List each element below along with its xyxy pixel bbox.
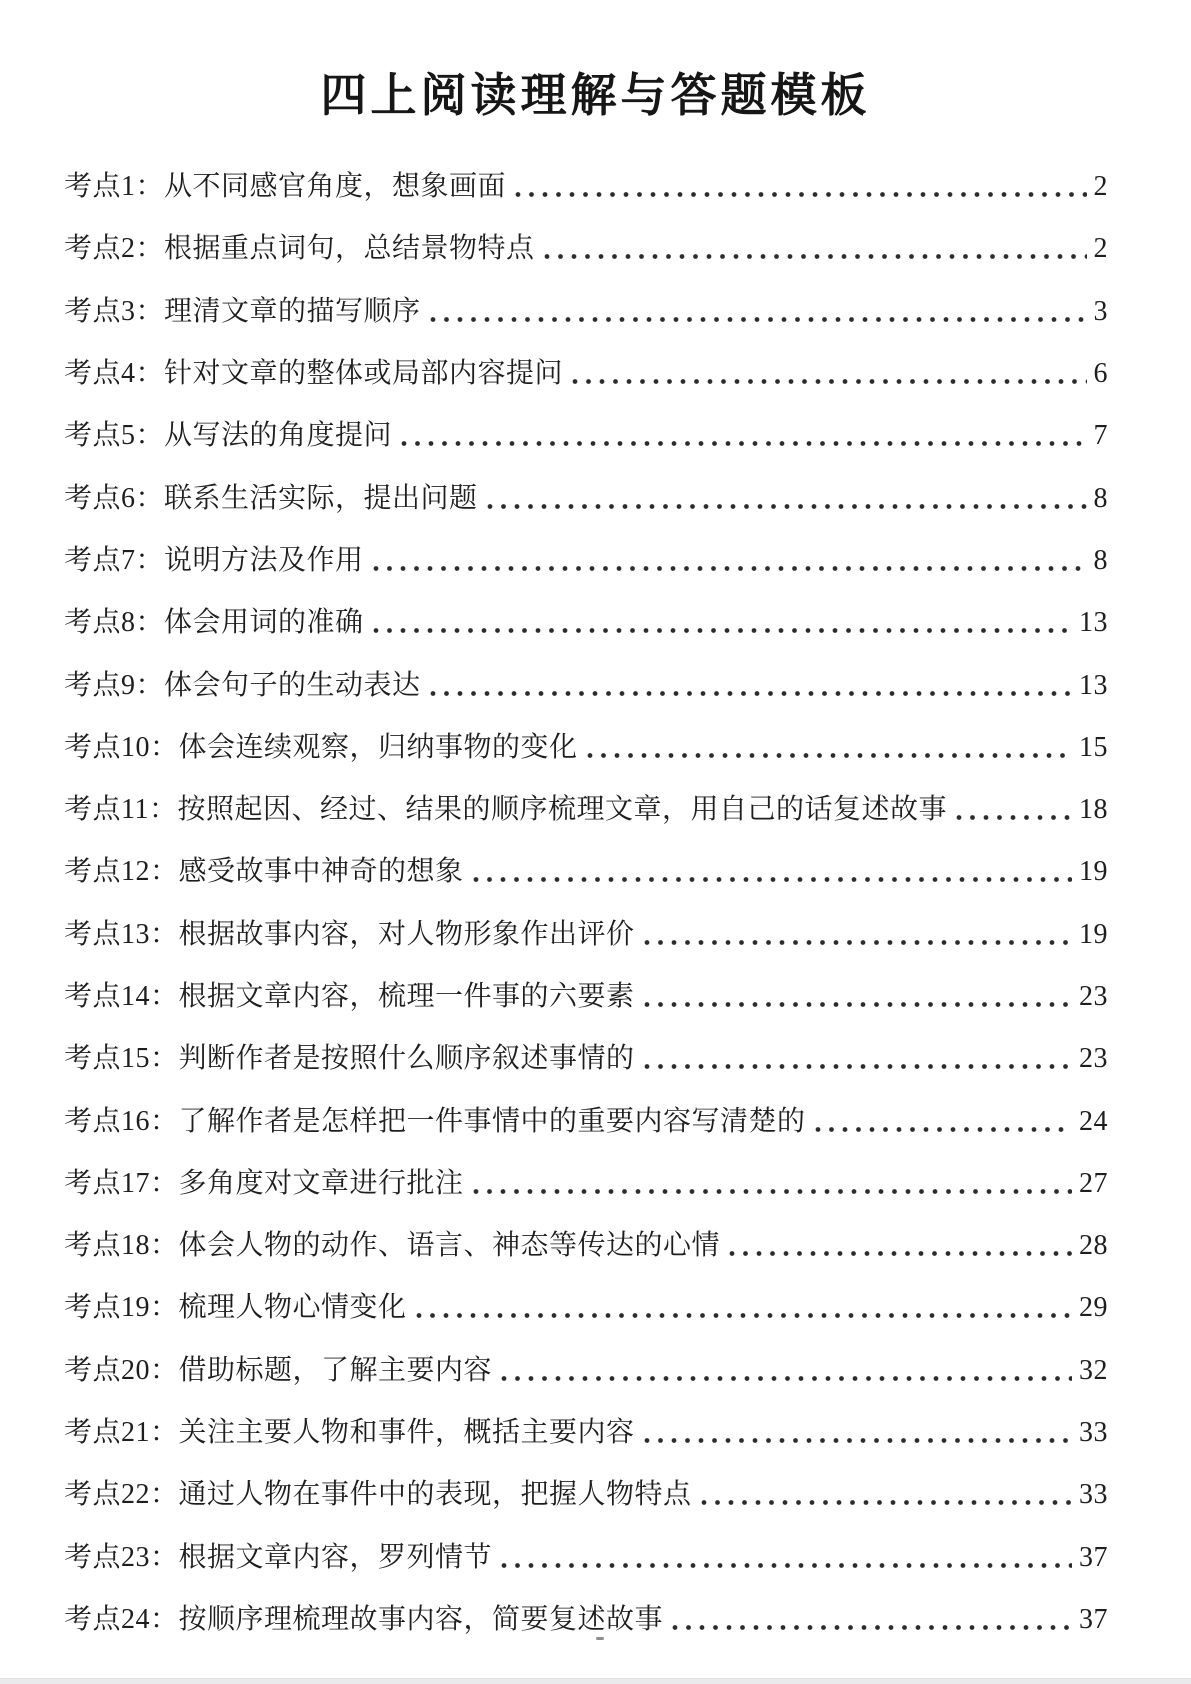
toc-entry — [64, 1277, 1108, 1339]
toc-entry-label: 考点3：理清文章的描写顺序 — [64, 295, 421, 327]
dot-leader — [641, 921, 1072, 949]
dot-leader — [427, 672, 1072, 700]
toc-entry-label: 考点12：感受故事中神奇的想象 — [64, 856, 464, 888]
toc-entry-page: 13 — [1079, 669, 1108, 701]
toc-entry-page: 24 — [1079, 1105, 1108, 1137]
toc-entry-page: 28 — [1079, 1230, 1108, 1262]
toc-entry-page: 23 — [1079, 1043, 1108, 1075]
toc-entry — [64, 1215, 1108, 1277]
toc-entry-page: 8 — [1093, 482, 1108, 514]
toc-entry-label: 考点4：针对文章的整体或局部内容提问 — [64, 358, 564, 390]
toc-entry-page: 3 — [1093, 295, 1108, 327]
dot-leader — [470, 1170, 1072, 1198]
toc-entry-label: 考点1：从不同感官角度，想象画面 — [64, 171, 507, 203]
toc-entry-label: 考点9：体会句子的生动表达 — [64, 669, 421, 701]
toc-entry — [64, 218, 1108, 280]
page-title: 四上阅读理解与答题模板 — [320, 70, 871, 121]
dot-leader — [569, 360, 1086, 388]
toc-entry-label: 考点21：关注主要人物和事件，概括主要内容 — [64, 1417, 635, 1449]
toc-entry — [64, 343, 1108, 405]
toc-entry-label: 考点10：体会连续观察，归纳事物的变化 — [64, 731, 578, 763]
dot-leader — [498, 1544, 1072, 1572]
toc-entry-page: 33 — [1079, 1417, 1108, 1449]
toc-entry-page: 37 — [1079, 1541, 1108, 1573]
dot-leader — [484, 485, 1087, 513]
toc-entry-label: 考点14：根据文章内容，梳理一件事的六要素 — [64, 981, 635, 1012]
toc-entry — [64, 1589, 1108, 1651]
toc-entry — [64, 405, 1108, 467]
toc-entry-label: 考点17：多角度对文章进行批注 — [64, 1167, 464, 1199]
toc-entry — [64, 467, 1108, 529]
toc-entry-label: 考点5：从写法的角度提问 — [64, 420, 393, 452]
toc-entry — [64, 156, 1108, 218]
toc-entry — [64, 841, 1108, 903]
toc-entry-page: 18 — [1079, 794, 1108, 826]
toc-entry — [64, 1527, 1108, 1589]
stray-dot-artifact — [596, 1637, 604, 1640]
dot-leader — [512, 173, 1086, 201]
toc-entry-page: 7 — [1093, 420, 1108, 452]
dot-leader — [953, 796, 1072, 824]
toc-entry-page: 29 — [1079, 1292, 1108, 1324]
toc-entry-label: 考点24：按顺序理梳理故事内容，简要复述故事 — [64, 1603, 664, 1635]
dot-leader — [641, 1419, 1072, 1447]
toc-entry-label: 考点13：根据故事内容，对人物形象作出评价 — [64, 918, 635, 950]
toc-entry — [64, 1402, 1108, 1464]
page-bottom-edge — [0, 1678, 1191, 1684]
toc-entry-page: 2 — [1093, 233, 1108, 265]
toc-entry-page: 6 — [1093, 358, 1108, 390]
dot-leader — [427, 298, 1087, 326]
dot-leader — [398, 422, 1086, 450]
dot-leader — [641, 1045, 1072, 1073]
dot-leader — [698, 1481, 1072, 1509]
toc-entry — [64, 904, 1108, 966]
toc-entry — [64, 1090, 1108, 1152]
toc-entry — [64, 779, 1108, 841]
dot-leader — [413, 1294, 1072, 1322]
toc-entry — [64, 654, 1108, 716]
dot-leader — [370, 547, 1087, 575]
dot-leader — [584, 734, 1072, 762]
toc-entry-label: 考点15：判断作者是按照什么顺序叙述事情的 — [64, 1043, 635, 1075]
toc-entry-page: 15 — [1079, 731, 1108, 763]
toc-entry-label: 考点2：根据重点词句，总结景物特点 — [64, 233, 535, 265]
toc-entry-label: 考点11：按照起因、经过、结果的顺序梳理文章，用自己的话复述故事 — [64, 794, 947, 826]
dot-leader — [470, 858, 1072, 886]
toc-entry — [64, 717, 1108, 779]
toc-entry-page: 19 — [1079, 918, 1108, 950]
toc-entry-label: 考点20：借助标题，了解主要内容 — [64, 1354, 493, 1386]
toc-entry-label: 考点22：通过人物在事件中的表现，把握人物特点 — [64, 1479, 692, 1511]
toc-entry-page: 27 — [1079, 1167, 1108, 1199]
toc-entry-page: 13 — [1079, 607, 1108, 639]
toc-entry-page: 32 — [1079, 1354, 1108, 1386]
toc-entry-label: 考点23：根据文章内容，罗列情节 — [64, 1541, 493, 1573]
toc-entry-page: 2 — [1093, 171, 1108, 203]
dot-leader — [541, 235, 1087, 263]
toc-entry — [64, 1028, 1108, 1090]
toc-entry — [64, 966, 1108, 1028]
toc-entry — [64, 1340, 1108, 1402]
dot-leader — [370, 609, 1072, 637]
toc-entry-page: 19 — [1079, 856, 1108, 888]
toc-list — [64, 156, 1108, 1651]
toc-entry-label: 考点7：说明方法及作用 — [64, 544, 364, 576]
toc-entry — [64, 530, 1108, 592]
toc-entry-label: 考点8：体会用词的准确 — [64, 607, 364, 639]
toc-entry-label: 考点19：梳理人物心情变化 — [64, 1292, 407, 1324]
toc-entry-label: 考点18：体会人物的动作、语言、神态等传达的心情 — [64, 1230, 721, 1262]
toc-entry-label: 考点16：了解作者是怎样把一件事情中的重要内容写清楚的 — [64, 1105, 806, 1137]
toc-entry-page: 37 — [1079, 1603, 1108, 1635]
toc-entry-page: 8 — [1093, 544, 1108, 576]
toc-entry-page: 33 — [1079, 1479, 1108, 1511]
toc-entry-page: 23 — [1079, 981, 1108, 1012]
dot-leader — [669, 1606, 1072, 1634]
dot-leader — [498, 1357, 1072, 1385]
dot-leader — [726, 1232, 1072, 1260]
dot-leader — [812, 1108, 1072, 1136]
dot-leader — [641, 983, 1072, 1011]
toc-entry — [64, 1464, 1108, 1526]
toc-entry — [64, 592, 1108, 654]
toc-entry — [64, 1153, 1108, 1215]
toc-entry-label: 考点6：联系生活实际，提出问题 — [64, 482, 478, 514]
toc-entry — [64, 281, 1108, 343]
